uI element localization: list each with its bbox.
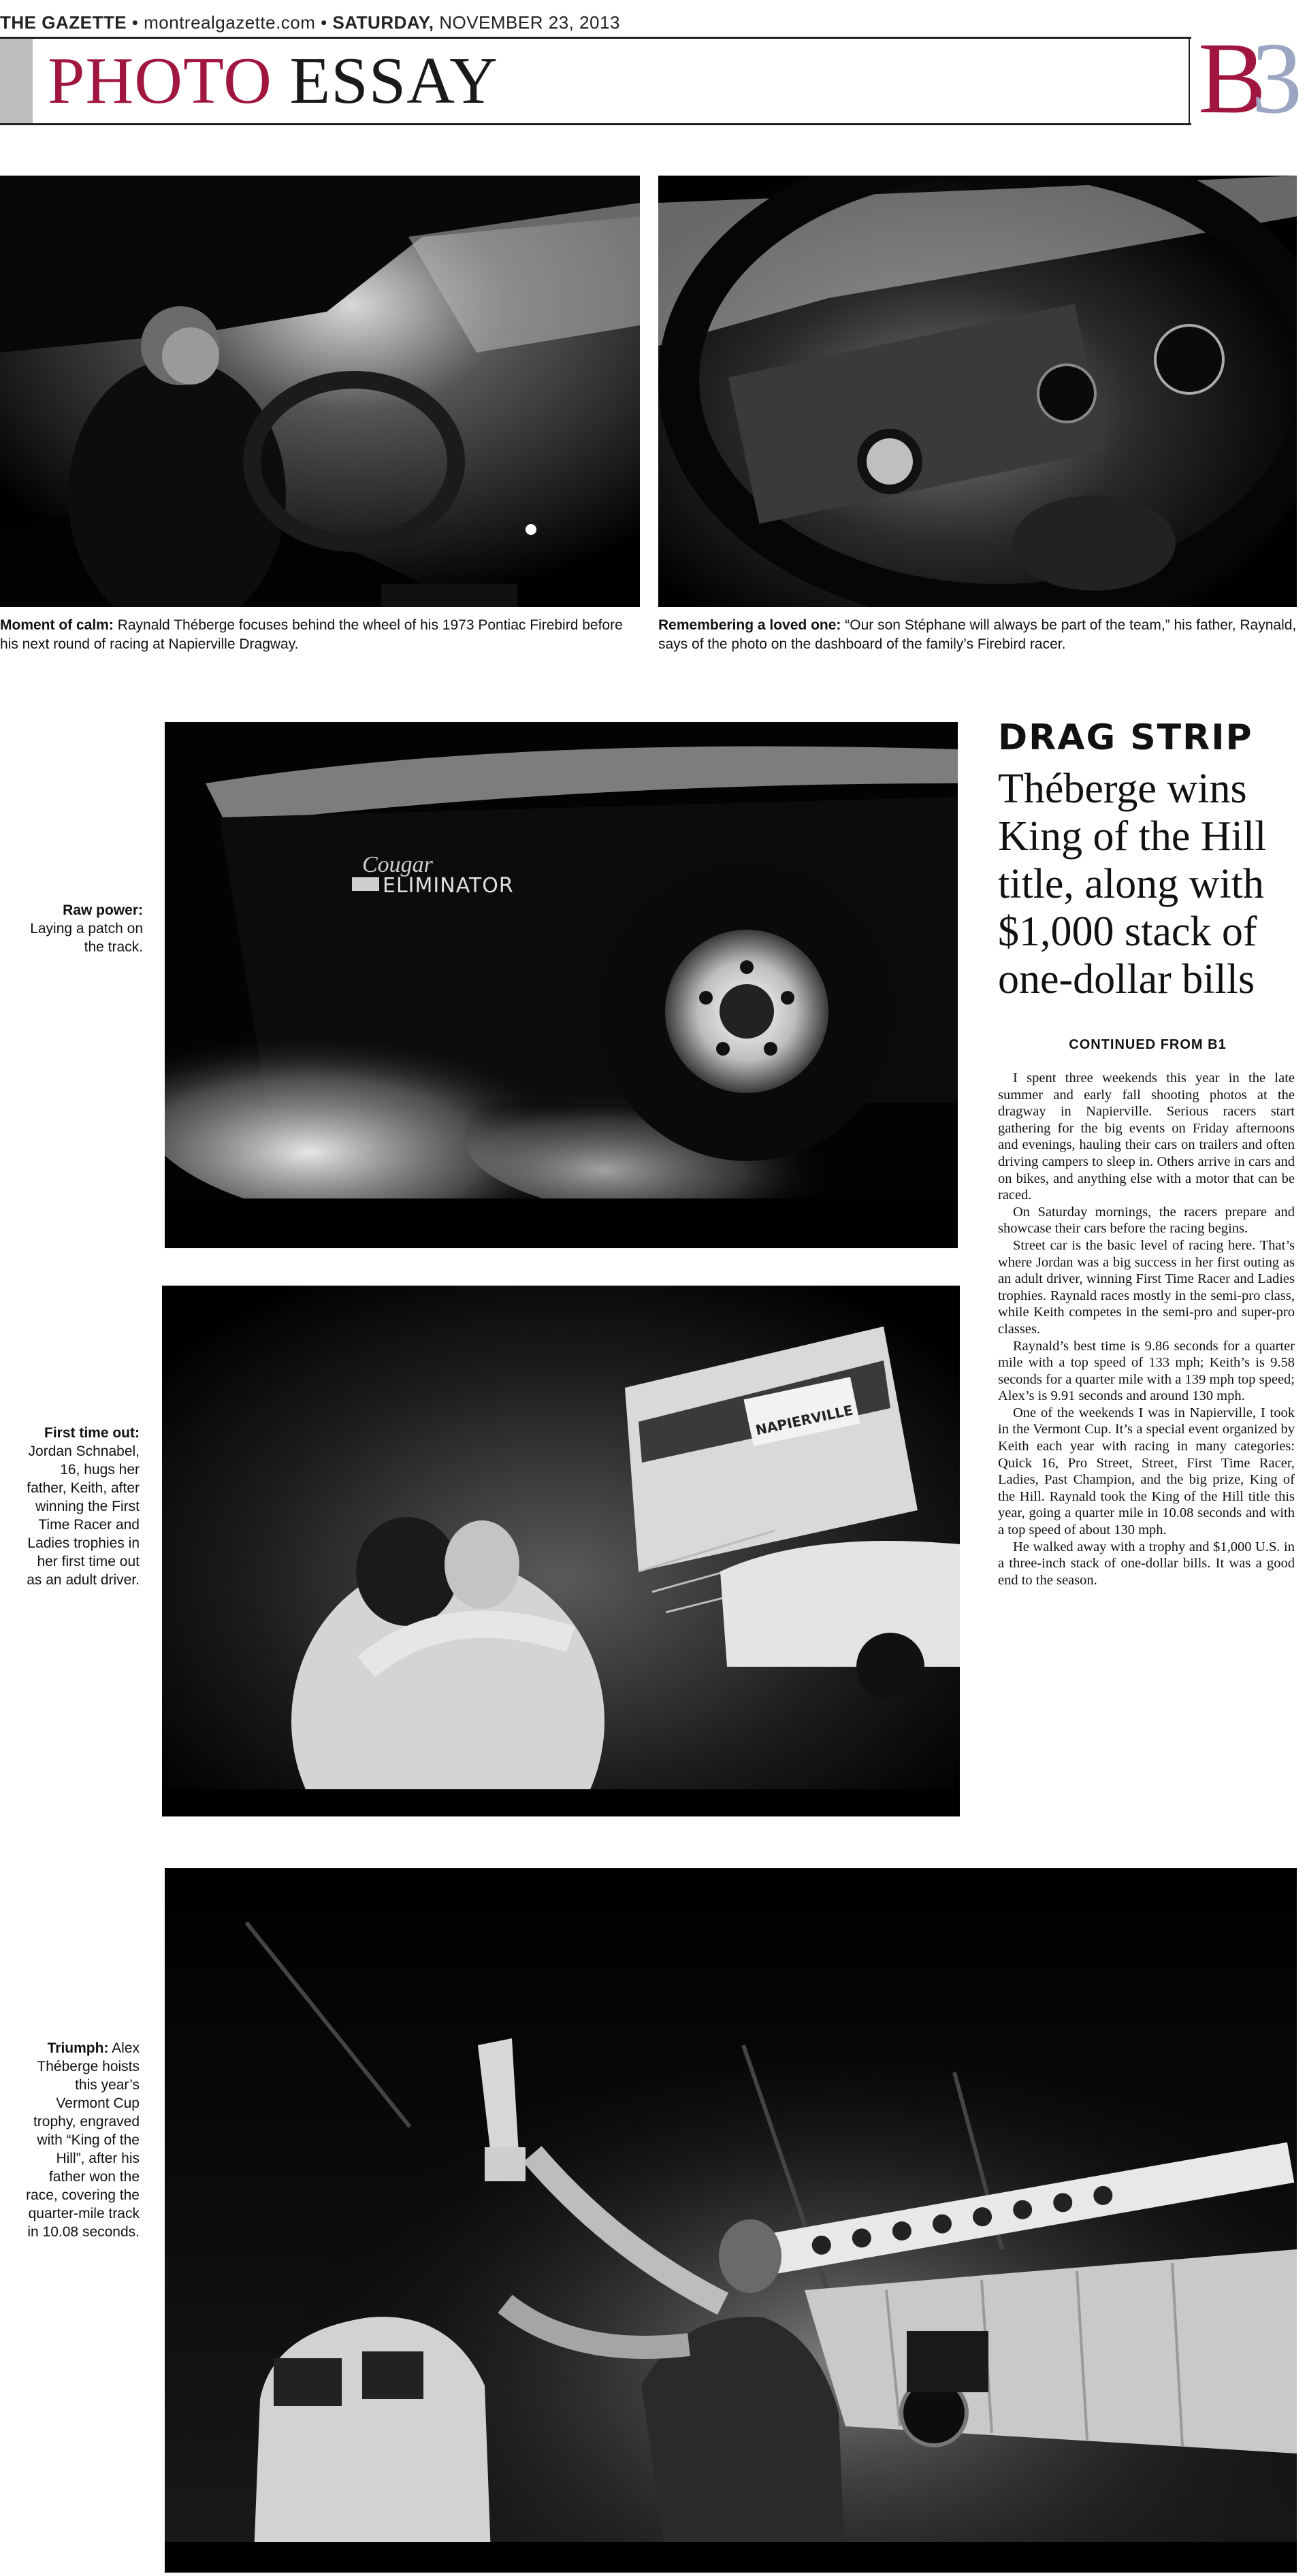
caption-lead: First time out:: [44, 1425, 140, 1441]
caption-lead: Triumph:: [47, 2040, 109, 2056]
caption-lead: Remembering a loved one:: [658, 617, 841, 633]
date: NOVEMBER 23, 2013: [439, 12, 620, 33]
caption-moment-of-calm: [0, 616, 640, 654]
photo-4-image: [162, 1286, 960, 1816]
caption-text: Raynald Théberge focuses behind the wheel of his 1973 Pontiac Firebird before his next round of racing at Napierville Dragway.: [0, 617, 623, 652]
section-title-essay: ESSAY: [289, 44, 498, 118]
section-title-photo: PHOTO: [48, 44, 272, 118]
article-body: [998, 1070, 1295, 1588]
folio-bullet: •: [131, 12, 144, 33]
car-badge: ELIMINATOR: [383, 874, 514, 898]
article-paragraph: Street car is the basic level of racing here. That’s where Jordan was a big success in her first outing as an adult driver, winning First Time Racer and Ladies trophies. Raynald races mostly in the semi-pro class, while Keith competes in the semi-pro and super-pro classes.: [998, 1237, 1295, 1337]
caption-text: Jordan Schnabel, 16, hugs her father, Keith, after winning the First Time Racer and Ladies trophies in her first time out as an adult driver.: [27, 1444, 140, 1588]
continued-from: CONTINUED FROM B1: [1069, 1037, 1227, 1052]
photo-first-time-out: [162, 1286, 960, 1816]
article-paragraph: He walked away with a trophy and $1,000 U.S. in a three-inch stack of one-dollar bills. It was a good end to the season.: [998, 1539, 1295, 1588]
photo-3-image: [165, 722, 958, 1248]
caption-text: Alex Théberge hoists this year’s Vermont Cup trophy, engraved with “King of the Hill”, after his father won the race, covering the quarter-mile track in 10.08 seconds.: [26, 2040, 140, 2240]
article-paragraph: One of the weekends I was in Napierville, I took in the Vermont Cup. It’s a special event organized by Keith each year with racing in many categories: Quick 16, Pro Street, Street, First Time Racer, Ladies, Past Champion, and the big prize, King of the Hill. Raynald took the King of the Hill title this year, going a quarter mile in 10.08 seconds and with a top speed of about 130 mph.: [998, 1405, 1295, 1538]
website[interactable]: montrealgazette.com: [144, 12, 316, 33]
flag-tab: [0, 39, 33, 123]
sign-text: NAPIERVILLE: [754, 1401, 855, 1439]
caption-lead: Moment of calm:: [0, 617, 114, 633]
caption-raw-power: [20, 901, 143, 956]
section-flag: [0, 37, 1191, 125]
caption-first-time-out: [20, 1424, 140, 1589]
caption-lead: Raw power:: [63, 902, 143, 918]
article-paragraph: Raynald’s best time is 9.86 seconds for a quarter mile with a top speed of 133 mph; Keith’s is 9.58 seconds for a quarter mile with a 139 mph top speed; Alex’s is 9.91 seconds and around 130 mph.: [998, 1338, 1295, 1404]
photo-remembering: [658, 176, 1297, 607]
page-letter: B: [1198, 22, 1267, 135]
page-digit: 3: [1251, 22, 1303, 135]
photo-1-image: [0, 176, 640, 607]
caption-remembering: [658, 616, 1297, 654]
section-title: [48, 46, 498, 116]
article-paragraph: I spent three weekends this year in the late summer and early fall shooting photos at the dragway in Napierville. Serious racers start gathering for the big events on Friday afternoons and evenings, hauling their cars on trailers and often driving campers to sleep in. Others arrive in cars and on bikes, and anything else with a motor that can be raced.: [998, 1071, 1295, 1203]
article-kicker: DRAG STRIP: [998, 717, 1253, 758]
folio-bullet: •: [321, 12, 333, 33]
page-number: [1198, 22, 1303, 135]
paper-name: THE GAZETTE: [0, 12, 127, 33]
caption-text: Laying a patch on the track.: [30, 921, 143, 955]
article-paragraph: On Saturday mornings, the racers prepare and showcase their cars before the racing begins.: [998, 1204, 1295, 1237]
photo-2-image: [658, 176, 1297, 607]
photo-moment-of-calm: [0, 176, 640, 607]
car-script: Cougar: [362, 852, 433, 877]
photo-triumph: [165, 1868, 1297, 2573]
photo-raw-power: [165, 722, 958, 1248]
photo-5-image: [165, 1868, 1297, 2573]
article-headline: Théberge wins King of the Hill title, along with $1,000 stack of one-dollar bills: [998, 766, 1267, 1002]
caption-text: “Our son Stéphane will always be part of the team,” his father, Raynald, says of the photo on the dashboard of the family’s Firebird racer.: [658, 617, 1297, 652]
day: SATURDAY,: [332, 12, 434, 33]
folio-line: [0, 12, 620, 33]
caption-triumph: [20, 2039, 140, 2241]
